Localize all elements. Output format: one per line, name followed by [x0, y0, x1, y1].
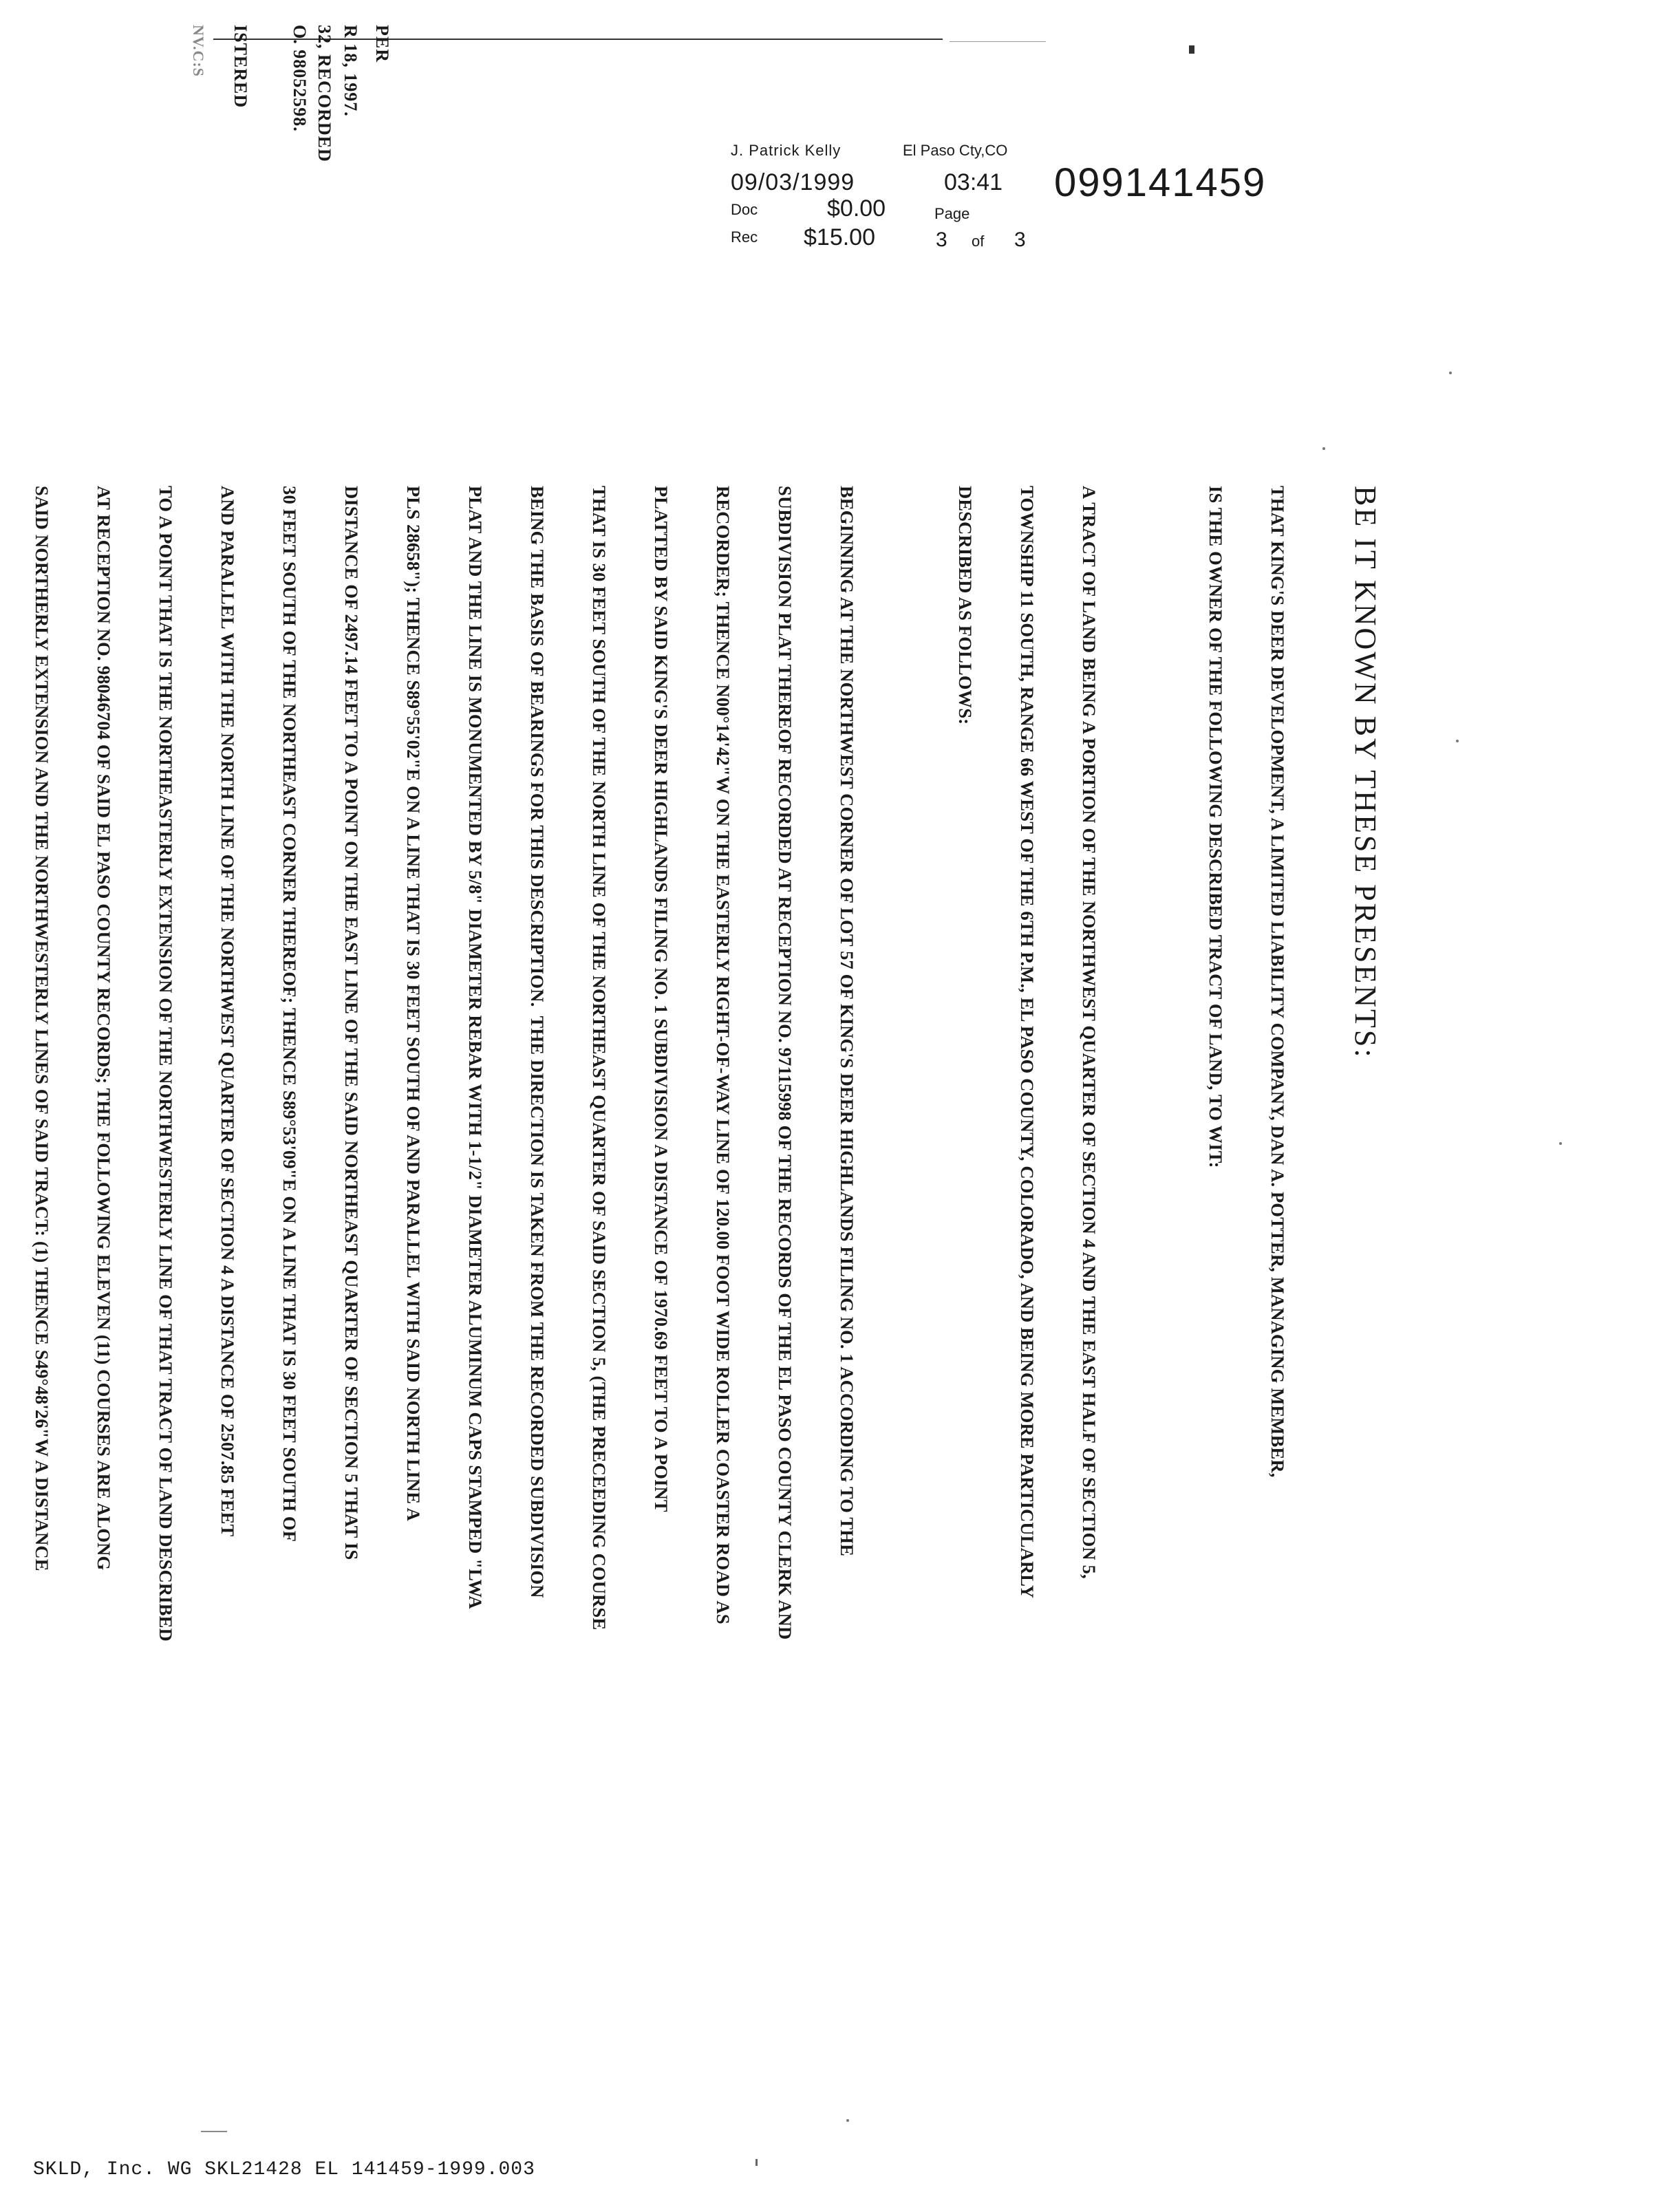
text-line: PLATTED BY SAID KING'S DEER HIGHLANDS FILING NO. 1 SUBDIVISION A DISTANCE OF 1970.69 FEET TO A POINT: [651, 486, 672, 1512]
text-line: AND PARALLEL WITH THE NORTH LINE OF THE NORTHWEST QUARTER OF SECTION 4 A DISTANCE OF 2507.85 FEET: [217, 486, 238, 1537]
scan-speck: [1449, 372, 1452, 374]
text-line: DESCRIBED AS FOLLOWS:: [955, 486, 976, 725]
recording-stamp: [731, 142, 1295, 259]
text-line: RECORDER; THENCE N00°14'42"W ON THE EASTERLY RIGHT-OF-WAY LINE OF 120.00 FOOT WIDE ROLLER COASTER ROAD AS: [713, 486, 733, 1624]
text-line: 30 FEET SOUTH OF THE NORTHEAST CORNER THEREOF; THENCE S89°53'09"E ON A LINE THAT IS 30 FEET SOUTH OF: [279, 486, 300, 1543]
footer-reference: SKLD, Inc. WG SKL21428 EL 141459-1999.003: [33, 2159, 535, 2180]
text-line: IS THE OWNER OF THE FOLLOWING DESCRIBED TRACT OF LAND, TO WIT:: [1205, 486, 1226, 1168]
scan-mark: [755, 2159, 758, 2166]
text-line: TOWNSHIP 11 SOUTH, RANGE 66 WEST OF THE 6TH P.M., EL PASO COUNTY, COLORADO, AND BEING MORE PARTICULARLY: [1017, 486, 1038, 1599]
side-fragment: NV.C:S: [190, 25, 207, 77]
page-of-label: of: [972, 233, 985, 250]
side-fragment: 32, RECORDED: [314, 25, 334, 162]
text-line: THAT KING'S DEER DEVELOPMENT, A LIMITED LIABILITY COMPANY, DAN A. POTTER, MANAGING MEMBER,: [1267, 486, 1288, 1478]
reception-number: 099141459: [1054, 160, 1267, 205]
doc-fee: $0.00: [827, 195, 886, 222]
scan-speck: [846, 2119, 849, 2122]
document-title: BE IT KNOWN BY THESE PRESENTS:: [1349, 486, 1382, 1060]
legal-description: [0, 486, 899, 1979]
rec-label: Rec: [731, 228, 758, 246]
page-label: Page: [934, 205, 970, 222]
top-rule-fragment: [950, 41, 1046, 42]
tract-paragraph: [914, 486, 1141, 1979]
owner-paragraph: [1164, 486, 1329, 1979]
scan-speck: [1559, 1142, 1562, 1145]
side-fragment: PER: [372, 25, 392, 63]
side-fragment: O. 98052598.: [290, 25, 310, 132]
text-line: DISTANCE OF 2497.14 FEET TO A POINT ON THE EAST LINE OF THE SAID NORTHEAST QUARTER OF SECTION 5 THAT IS: [341, 486, 362, 1560]
corner-mark: [1189, 45, 1194, 54]
text-line: BEGINNING AT THE NORTHWEST CORNER OF LOT 57 OF KING'S DEER HIGHLANDS FILING NO. 1 ACCORDING TO THE: [837, 486, 857, 1556]
recording-time: 03:41: [944, 169, 1003, 195]
text-line: TO A POINT THAT IS THE NORTHEASTERLY EXTENSION OF THE NORTHWESTERLY LINE OF THAT TRACT OF LAND DESCRIBED: [156, 486, 176, 1642]
text-line: SUBDIVISION PLAT THEREOF RECORDED AT RECEPTION NO. 97115998 OF THE RECORDS OF THE EL PASO COUNTY CLERK AND: [775, 486, 795, 1640]
text-line: AT RECEPTION NO. 98046704 OF SAID EL PASO COUNTY RECORDS; THE FOLLOWING ELEVEN (11) COURSES ARE ALONG: [94, 486, 114, 1571]
scan-speck: [1322, 447, 1325, 450]
county-name: El Paso Cty,CO: [903, 142, 1008, 159]
text-line: PLAT AND THE LINE IS MONUMENTED BY 5/8" DIAMETER REBAR WITH 1-1/2" DIAMETER ALUMINUM CAPS STAMPED "LWA: [465, 486, 486, 1609]
text-line: THAT IS 30 FEET SOUTH OF THE NORTH LINE OF THE NORTHEAST QUARTER OF SAID SECTION 5, (THE PRECEEDING COURSE: [589, 486, 610, 1631]
page-current: 3: [936, 228, 947, 251]
clerk-name: J. Patrick Kelly: [731, 142, 842, 159]
side-fragment: ISTERED: [231, 25, 250, 109]
scan-speck: [1456, 740, 1459, 742]
text-line: A TRACT OF LAND BEING A PORTION OF THE NORTHWEST QUARTER OF SECTION 4 AND THE EAST HALF OF SECTION 5,: [1079, 486, 1100, 1579]
side-fragment: R 18, 1997.: [341, 25, 361, 117]
text-line: PLS 28658"); THENCE S89°55'02"E ON A LINE THAT IS 30 FEET SOUTH OF AND PARALLEL WITH SAID NORTH LINE A: [403, 486, 424, 1521]
recording-date: 09/03/1999: [731, 169, 855, 195]
doc-label: Doc: [731, 201, 758, 218]
text-line: BEING THE BASIS OF BEARINGS FOR THIS DESCRIPTION. THE DIRECTION IS TAKEN FROM THE RECORDED SUBDIVISION: [527, 486, 548, 1598]
rec-fee: $15.00: [804, 224, 875, 250]
rotated-document-body: [0, 486, 1383, 1979]
page-total: 3: [1014, 228, 1026, 251]
scan-mark: [201, 2131, 227, 2132]
text-line: SAID NORTHERLY EXTENSION AND THE NORTHWESTERLY LINES OF SAID TRACT: (1) THENCE S49°48'26"W A DISTANCE: [32, 486, 52, 1571]
